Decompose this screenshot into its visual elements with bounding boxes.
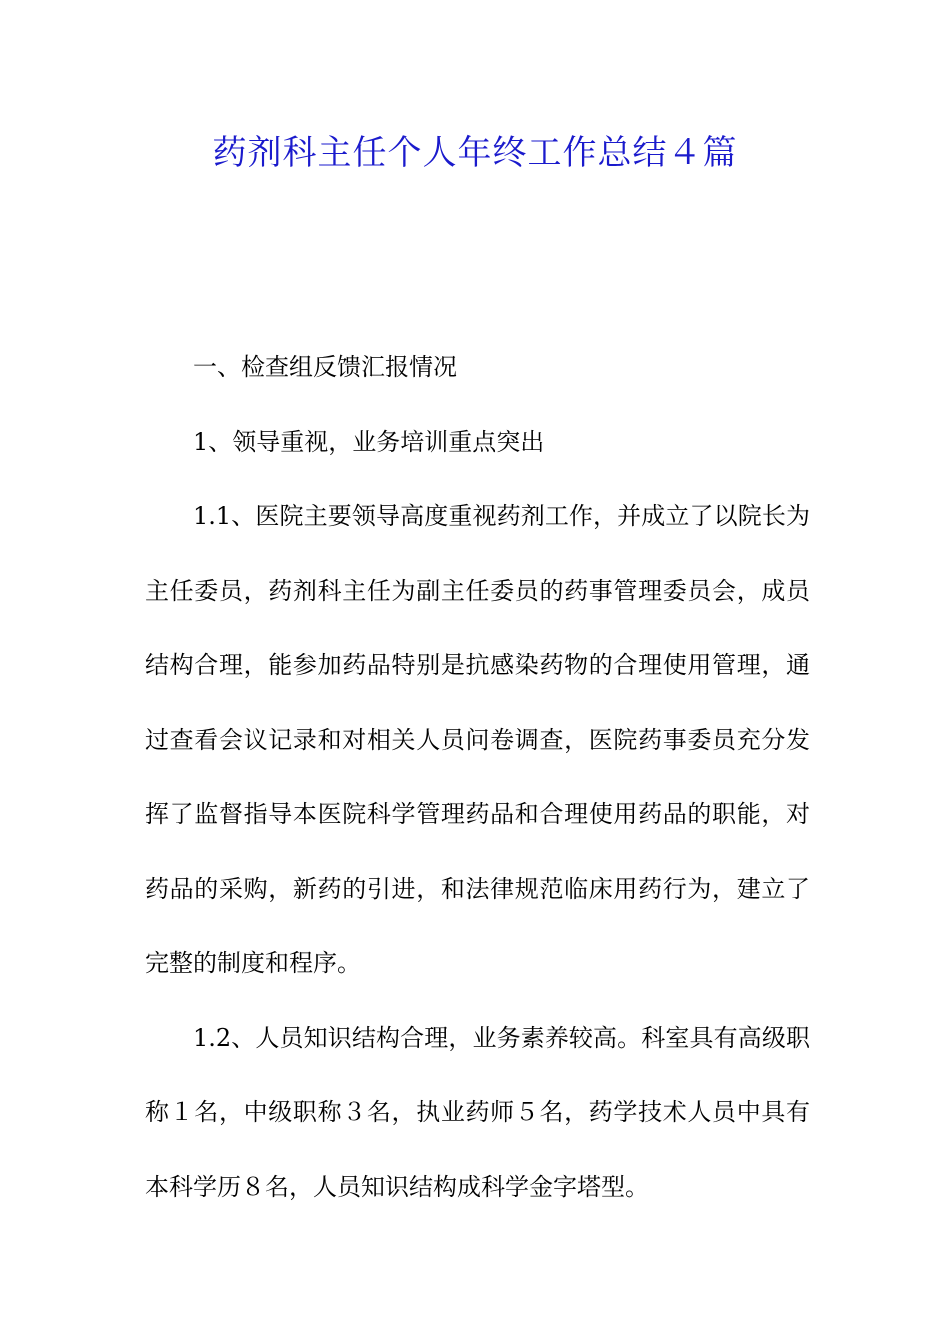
document-title: 药剂科主任个人年终工作总结４篇	[212, 133, 738, 173]
document-body	[145, 330, 810, 1224]
subsection-heading: 1、领导重视，业务培训重点突出	[193, 427, 545, 456]
paragraph-1-2: 1.2、人员知识结构合理，业务素养较高。科室具有高级职称１名，中级职称３名，执业药师５名，药学技术人员中具有本科学历８名，人员知识结构成科学金字塔型。	[145, 1023, 810, 1201]
section-heading: 一、检查组反馈汇报情况	[193, 353, 457, 381]
paragraph-1-1: 1.1、医院主要领导高度重视药剂工作，并成立了以院长为主任委员，药剂科主任为副主任委员的药事管理委员会，成员结构合理，能参加药品特别是抗感染药物的合理使用管理，通过查看会议记录和对相关人员问卷调查，医院药事委员充分发挥了监督指导本医院科学管理药品和合理使用药品的职能，对药品的采购，新药的引进，和法律规范临床用药行为，建立了完整的制度和程序。	[145, 502, 810, 977]
